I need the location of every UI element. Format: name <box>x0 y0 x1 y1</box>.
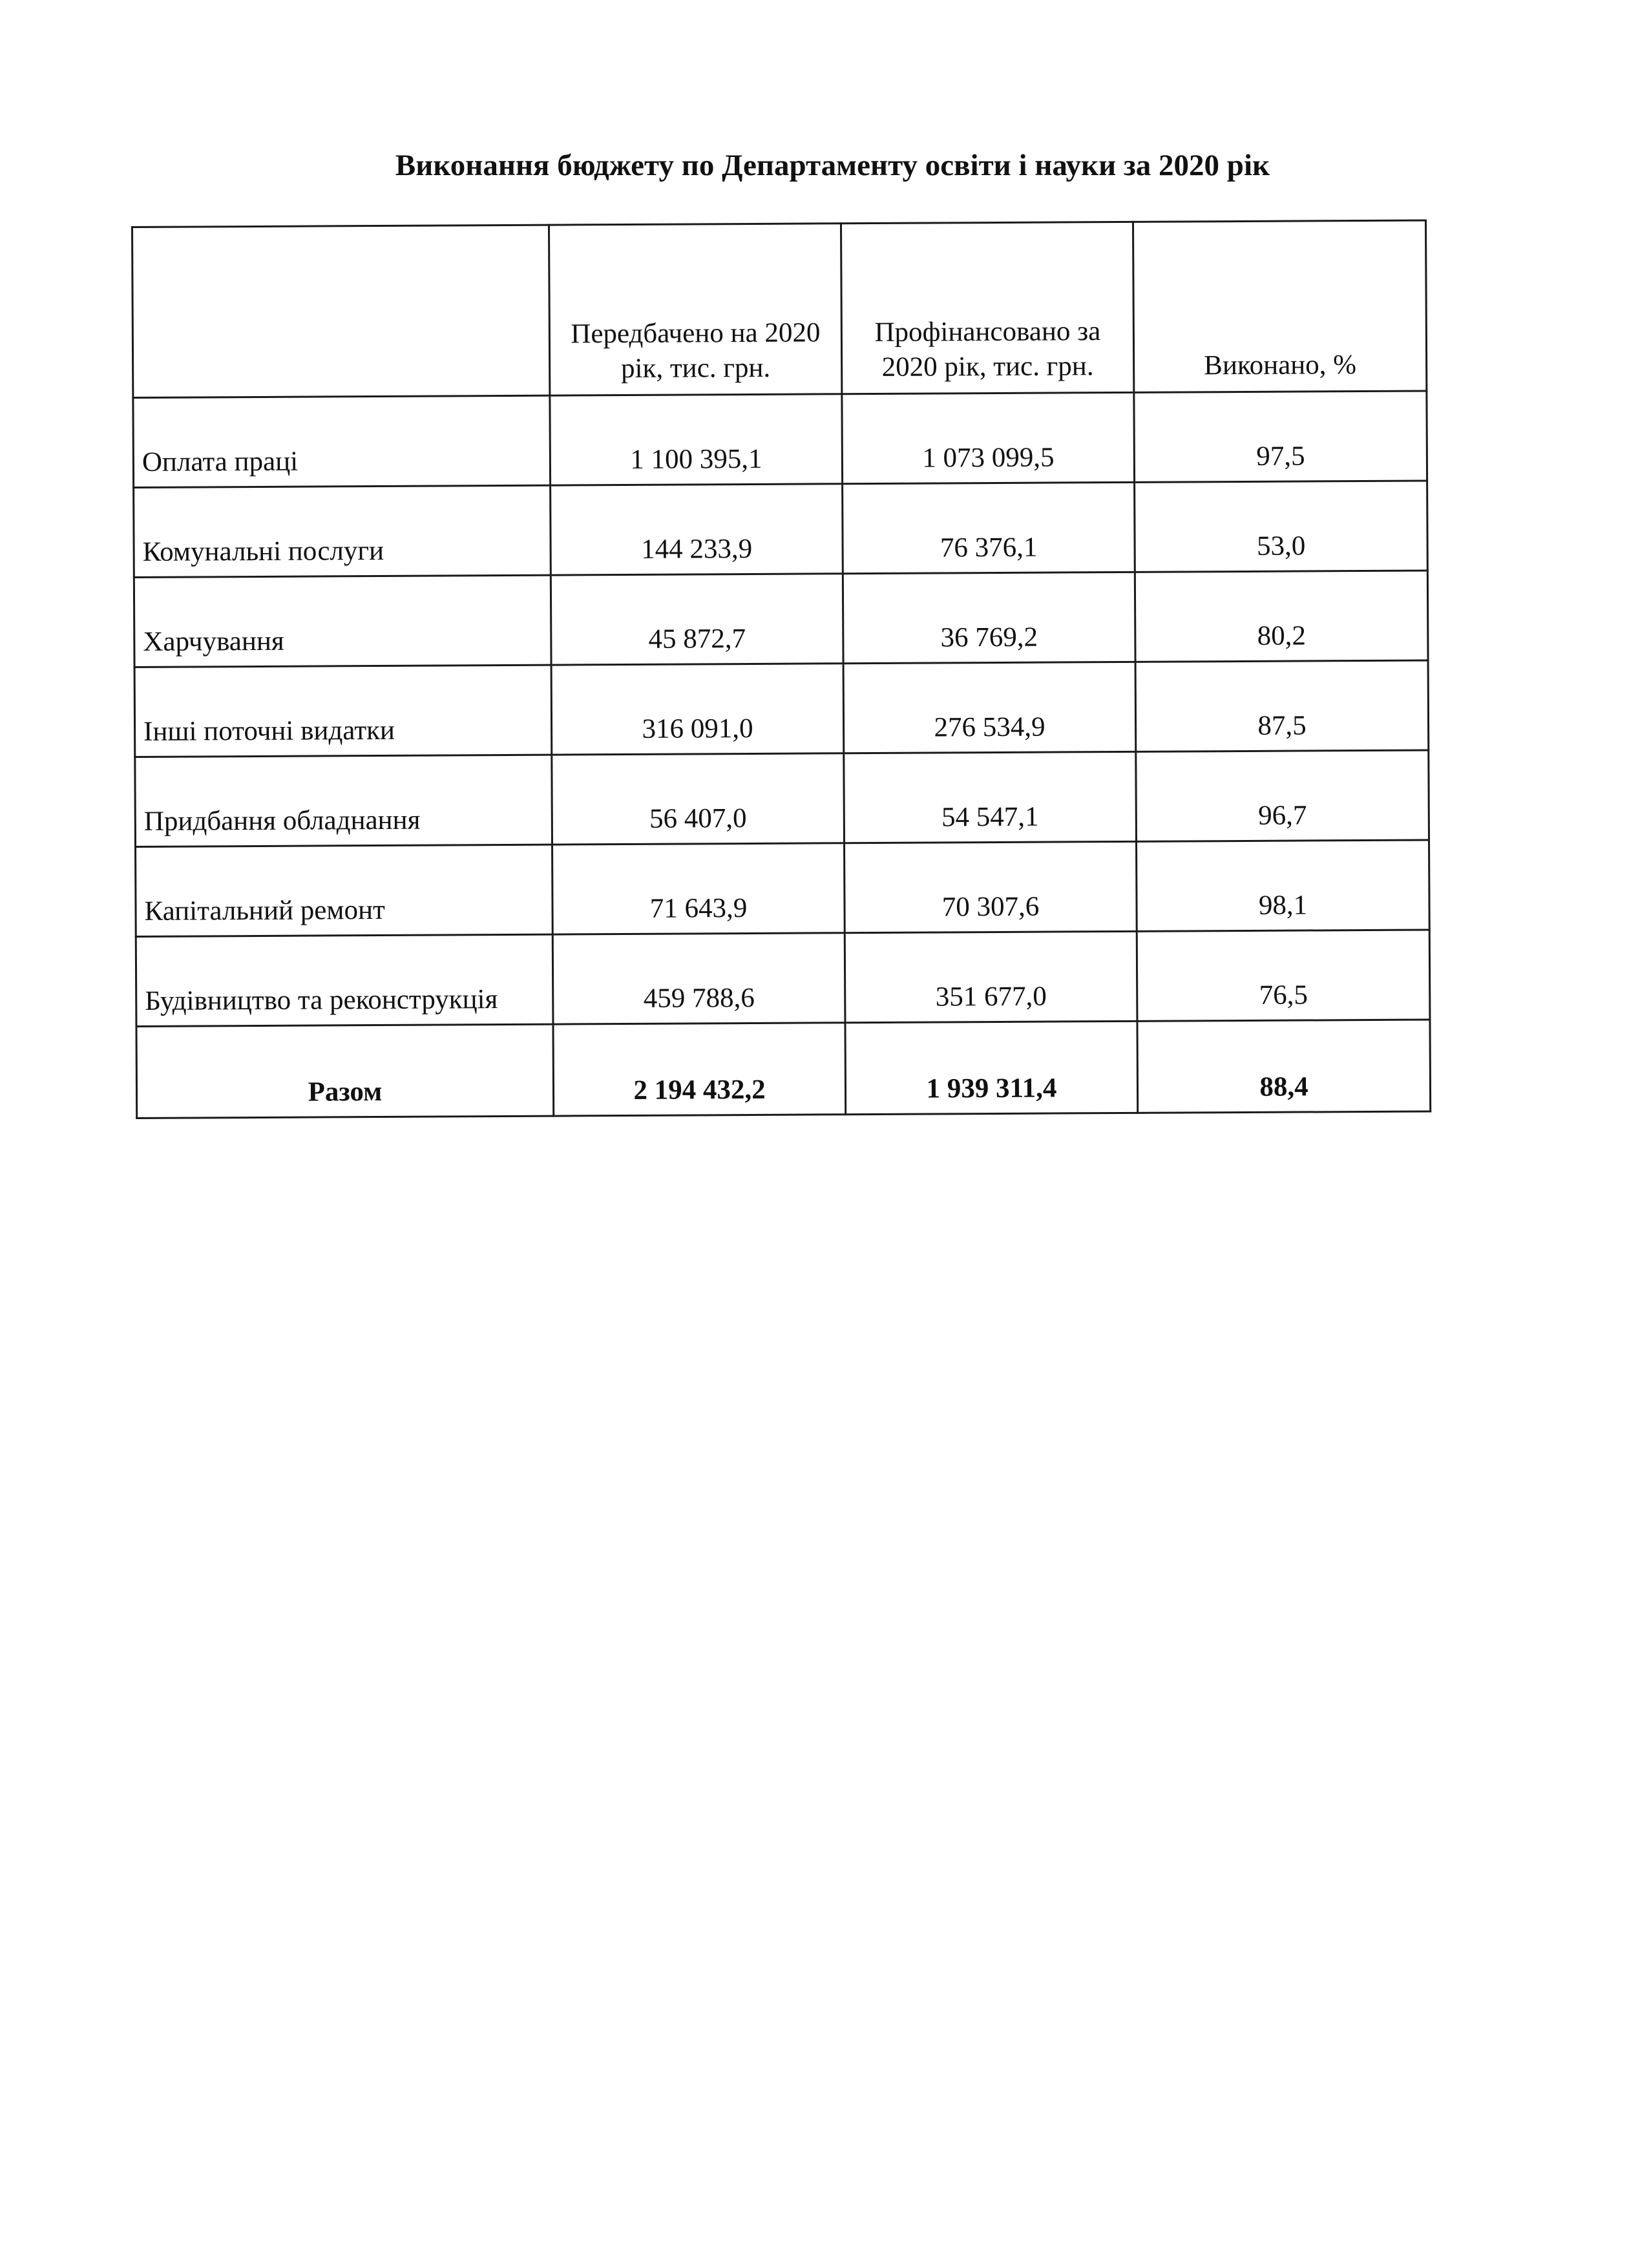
total-label: Разом <box>136 1024 554 1118</box>
planned-value: 71 643,9 <box>552 843 845 934</box>
row-label: Будівництво та реконструкція <box>136 934 553 1026</box>
total-planned-value: 2 194 432,2 <box>553 1023 846 1116</box>
planned-value: 316 091,0 <box>551 664 844 755</box>
percent-value: 98,1 <box>1137 840 1430 931</box>
table-row <box>135 750 1429 846</box>
header-cell-category <box>132 225 550 397</box>
row-label: Оплата праці <box>133 395 551 487</box>
financed-value: 1 073 099,5 <box>842 392 1135 483</box>
financed-value: 70 307,6 <box>845 841 1137 932</box>
percent-value: 97,5 <box>1134 391 1427 482</box>
row-label: Комунальні послуги <box>134 485 551 577</box>
table-row <box>136 930 1430 1026</box>
table-row <box>136 840 1430 936</box>
table-row <box>134 481 1428 577</box>
table-row <box>134 571 1428 667</box>
planned-value: 56 407,0 <box>552 753 845 845</box>
planned-value: 459 788,6 <box>552 933 845 1024</box>
planned-value: 144 233,9 <box>551 484 843 575</box>
header-cell-financed: Профінансовано за 2020 рік, тис. грн. <box>841 222 1133 394</box>
financed-value: 276 534,9 <box>843 662 1136 753</box>
total-financed-value: 1 939 311,4 <box>845 1021 1138 1114</box>
financed-value: 36 769,2 <box>843 572 1135 663</box>
percent-value: 76,5 <box>1137 930 1430 1021</box>
total-row <box>136 1020 1431 1118</box>
row-label: Придбання обладнання <box>135 755 552 846</box>
financed-value: 351 677,0 <box>845 931 1137 1022</box>
percent-value: 96,7 <box>1136 750 1429 841</box>
total-percent-value: 88,4 <box>1137 1020 1431 1113</box>
percent-value: 87,5 <box>1135 660 1429 751</box>
planned-value: 45 872,7 <box>551 574 843 665</box>
table-row <box>133 391 1427 487</box>
row-label: Інші поточні видатки <box>134 665 552 757</box>
page-title: Виконання бюджету по Департаменту освіти і науки за 2020 рік <box>395 149 1270 182</box>
financed-value: 76 376,1 <box>843 482 1135 573</box>
percent-value: 80,2 <box>1135 571 1428 662</box>
table-header-row <box>132 220 1427 397</box>
percent-value: 53,0 <box>1135 481 1428 572</box>
header-cell-planned: Передбачено на 2020 рік, тис. грн. <box>549 224 841 395</box>
planned-value: 1 100 395,1 <box>550 394 843 485</box>
row-label: Капітальний ремонт <box>136 845 553 936</box>
financed-value: 54 547,1 <box>844 751 1137 843</box>
header-cell-percent: Виконано, % <box>1133 220 1426 392</box>
table-row <box>134 660 1429 757</box>
budget-table <box>131 220 1431 1119</box>
row-label: Харчування <box>134 575 551 667</box>
